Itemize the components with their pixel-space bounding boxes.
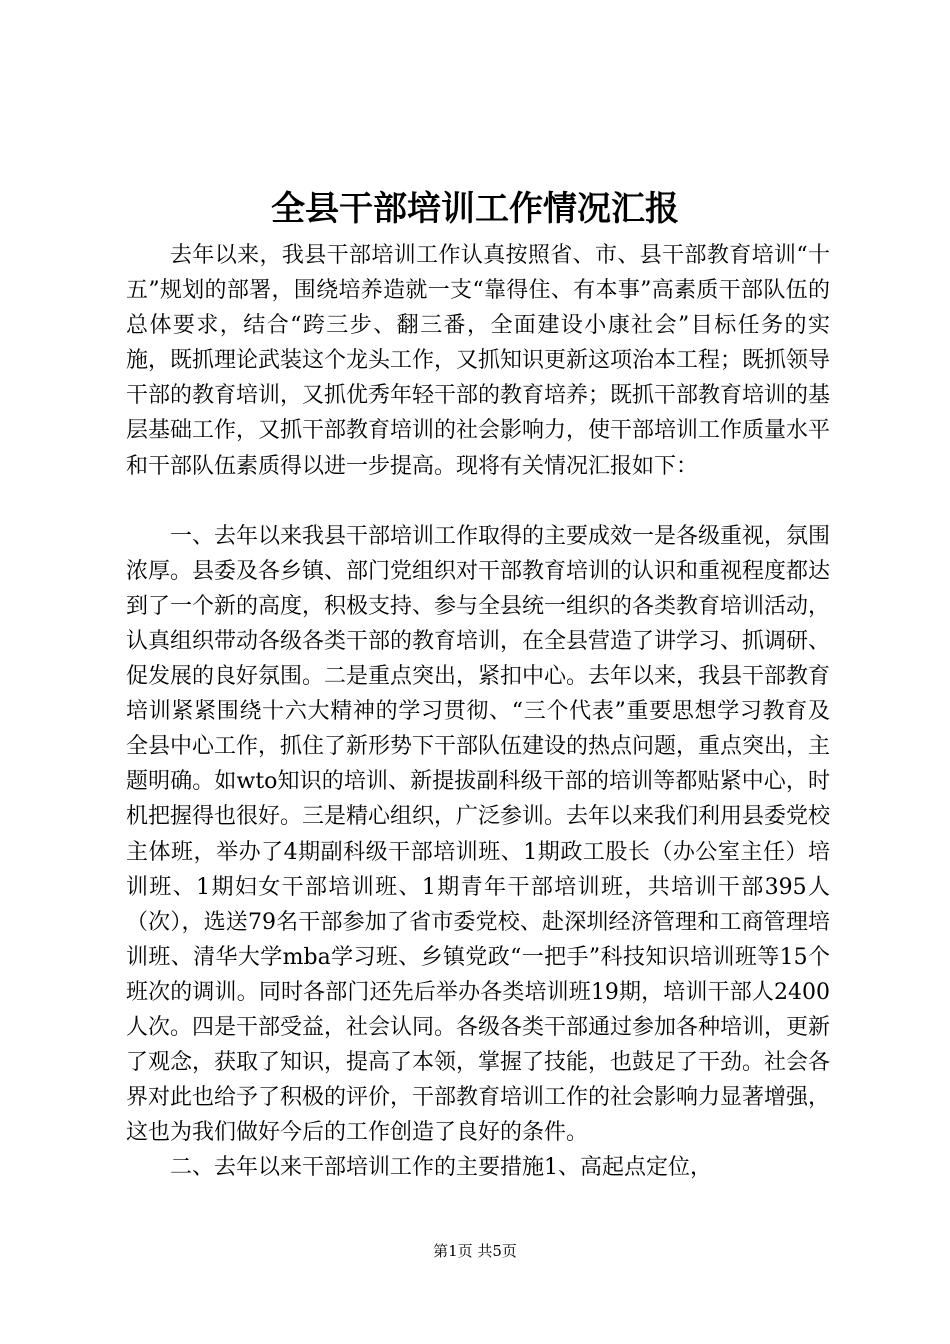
page-footer: 第1页 共5页	[433, 1242, 517, 1260]
section-one-paragraph: 一、去年以来我县干部培训工作取得的主要成效一是各级重视，氛围浓厚。县委及各乡镇、部门党组织对干部教育培训的认识和重视程度都达到了一个新的高度，积极支持、参与全县统一组织的各类教育培训活动，认真组织带动各级各类干部的教育培训，在全县营造了讲学习、抓调研、促发展的良好氛围。二是重点突出，紧扣中心。去年以来，我县干部教育培训紧紧围绕十六大精神的学习贯彻、“三个代表”重要思想学习教育及全县中心工作，抓住了新形势下干部队伍建设的热点问题，重点突出，主题明确。如wto知识的培训、新提拔副科级干部的培训等都贴紧中心，时机把握得也很好。三是精心组织，广泛参训。去年以来我们利用县委党校主体班，举办了4期副科级干部培训班、1期政工股长（办公室主任）培训班、1期妇女干部培训班、1期青年干部培训班，共培训干部395人（次），选送79名干部参加了省市委党校、赴深圳经济管理和工商管理培训班、清华大学mba学习班、乡镇党政“一把手”科技知识培训班等15个班次的调训。同时各部门还先后举办各类培训班19期，培训干部人2400人次。四是干部受益，社会认同。各级各类干部通过参加各种培训，更新了观念，获取了知识，提高了本领，掌握了技能，也鼓足了干劲。社会各界对此也给予了积极的评价，干部教育培训工作的社会影响力显著增强，这也为我们做好今后的工作创造了良好的条件。	[126, 523, 831, 1146]
document-title: 全县干部培训工作情况汇报	[271, 189, 679, 229]
document-body	[126, 238, 830, 1185]
section-two-paragraph: 二、去年以来干部培训工作的主要措施1、高起点定位，	[170, 1155, 712, 1181]
intro-paragraph: 去年以来，我县干部培训工作认真按照省、市、县干部教育培训“十五”规划的部署，围绕培养造就一支“靠得住、有本事”高素质干部队伍的总体要求，结合“跨三步、翻三番，全面建设小康社会”目标任务的实施，既抓理论武装这个龙头工作，又抓知识更新这项治本工程；既抓领导干部的教育培训，又抓优秀年轻干部的教育培养；既抓干部教育培训的基层基础工作，又抓干部教育培训的社会影响力，使干部培训工作质量水平和干部队伍素质得以进一步提高。现将有关情况汇报如下：	[126, 243, 831, 479]
